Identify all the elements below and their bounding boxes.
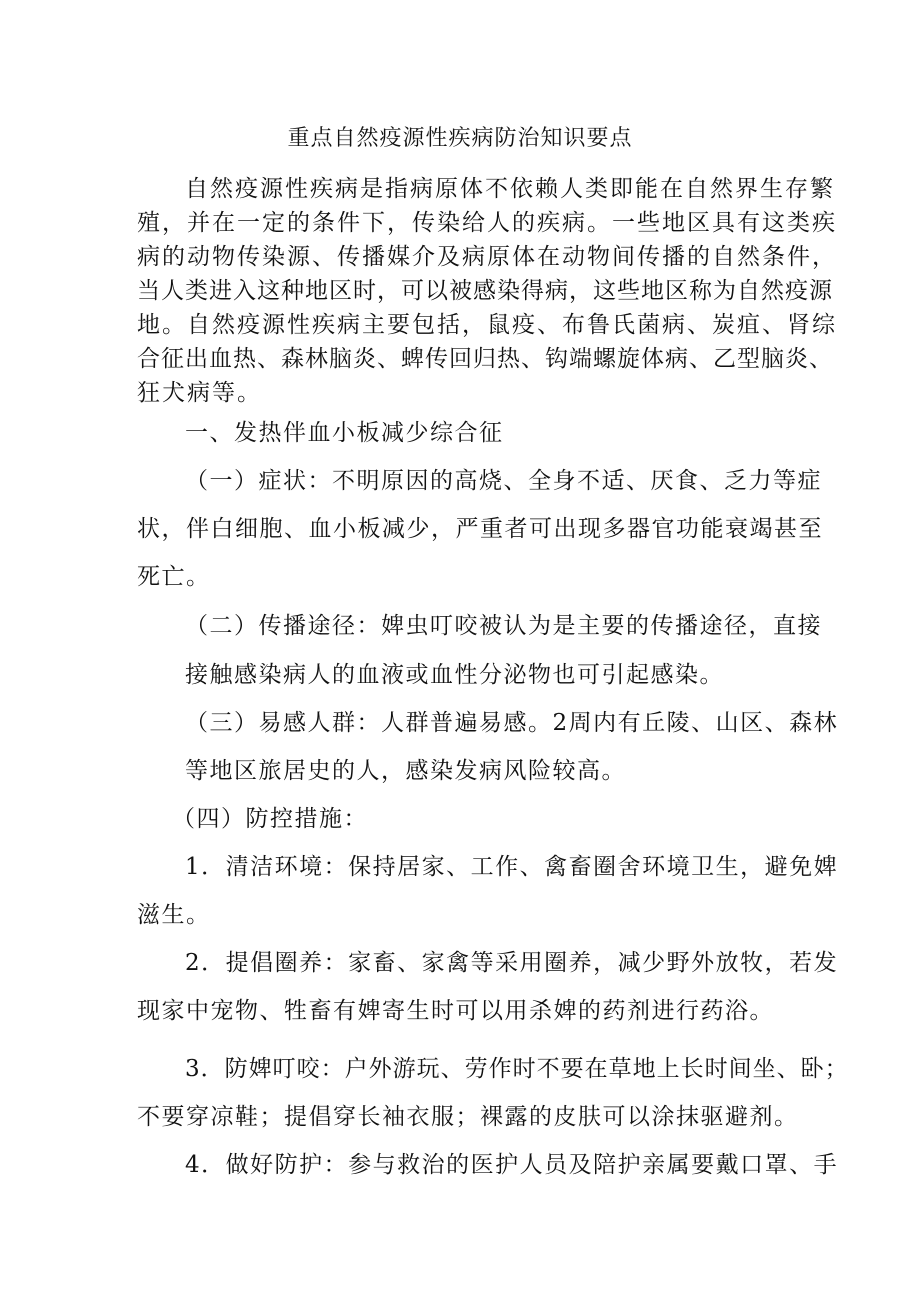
paragraph-line: （三）易感人群：人群普遍易感。2周内有丘陵、山区、森林 <box>185 710 839 736</box>
intro-line: 狂犬病等。 <box>137 380 262 406</box>
paragraph-line: 现家中宠物、牲畜有婢寄生时可以用杀婢的药剂进行药浴。 <box>137 998 774 1024</box>
intro-line: 殖，并在一定的条件下，传染给人的疾病。一些地区具有这类疾 <box>137 210 837 236</box>
paragraph-line: 等地区旅居史的人，感染发病风险较高。 <box>185 758 626 784</box>
paragraph-line: 接触感染病人的血液或血性分泌物也可引起感染。 <box>185 662 724 688</box>
document-title: 重点自然疫源性疾病防治知识要点 <box>287 126 633 151</box>
paragraph-line: （二）传播途径：婢虫叮咬被认为是主要的传播途径，直接 <box>185 613 822 639</box>
intro-line: 病的动物传染源、传播媒介及病原体在动物间传播的自然条件， <box>137 244 837 270</box>
paragraph-line: 4．做好防护：参与救治的医护人员及陪护亲属要戴口罩、手 <box>185 1152 839 1178</box>
paragraph-line: （一）症状：不明原因的高烧、全身不适、厌食、乏力等症 <box>185 468 822 494</box>
paragraph-line: 状，伴白细胞、血小板减少，严重者可出现多器官功能衰竭甚至 <box>137 516 823 542</box>
paragraph-line: 2．提倡圈养：家畜、家禽等采用圈养，减少野外放牧，若发 <box>185 950 839 976</box>
paragraph-line: 滋生。 <box>137 902 211 928</box>
section-heading: 一、发热伴血小板减少综合征 <box>185 420 504 446</box>
paragraph-line: 死亡。 <box>137 564 211 590</box>
prevention-heading: （四）防控措施： <box>172 806 368 832</box>
paragraph-line: 不要穿凉鞋；提倡穿长袖衣服；裸露的皮肤可以涂抹驱避剂。 <box>137 1104 799 1130</box>
intro-line: 自然疫源性疾病是指病原体不依赖人类即能在自然界生存繁 <box>185 176 835 202</box>
intro-line: 地。自然疫源性疾病主要包括，鼠疫、布鲁氏菌病、炭疽、肾综 <box>137 312 837 338</box>
intro-line: 当人类进入这种地区时，可以被感染得病，这些地区称为自然疫源 <box>137 278 833 304</box>
intro-line: 合征出血热、森林脑炎、蜱传回归热、钩端螺旋体病、乙型脑炎、 <box>137 346 833 372</box>
paragraph-line: 3．防婢叮咬：户外游玩、劳作时不要在草地上长时间坐、卧； <box>185 1056 849 1082</box>
paragraph-line: 1．清洁环境：保持居家、工作、禽畜圈舍环境卫生，避免婢 <box>185 854 839 880</box>
